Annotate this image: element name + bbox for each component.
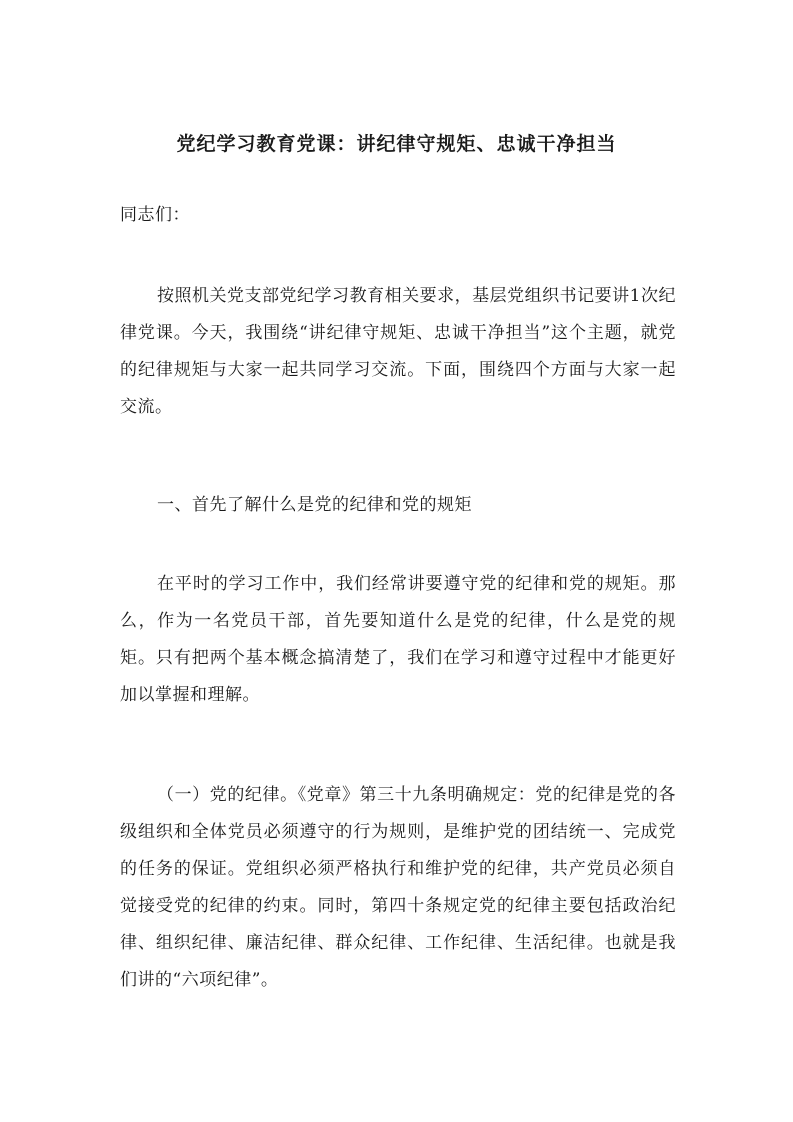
- document-title: 党纪学习教育党课：讲纪律守规矩、忠诚干净担当: [176, 133, 617, 155]
- paragraph-section-1: 在平时的学习工作中，我们经常讲要遵守党的纪律和党的规矩。那么，作为一名党员干部，首先要知道什么是党的纪律，什么是党的规矩。只有把两个基本概念搞清楚了，我们在学习和遵守过程中才能更好加以掌握和理解。: [120, 574, 676, 705]
- paragraph-intro: 按照机关党支部党纪学习教育相关要求，基层党组织书记要讲1次纪律党课。今天，我围绕“讲纪律守规矩、忠诚干净担当”这个主题，就党的纪律规矩与大家一起共同学习交流。下面，围绕四个方面与大家一起交流。: [120, 286, 676, 417]
- section-heading-1: 一、首先了解什么是党的纪律和党的规矩: [157, 495, 472, 515]
- paragraph-party-discipline: （一）党的纪律。《党章》第三十九条明确规定：党的纪律是党的各级组织和全体党员必须遵守的行为规则，是维护党的团结统一、完成党的任务的保证。党组织必须严格执行和维护党的纪律，共产党员必须自觉接受党的纪律的约束。同时，第四十条规定党的纪律主要包括政治纪律、组织纪律、廉洁纪律、群众纪律、工作纪律、生活纪律。也就是我们讲的“六项纪律”。: [120, 785, 676, 990]
- salutation: 同志们：: [120, 205, 190, 225]
